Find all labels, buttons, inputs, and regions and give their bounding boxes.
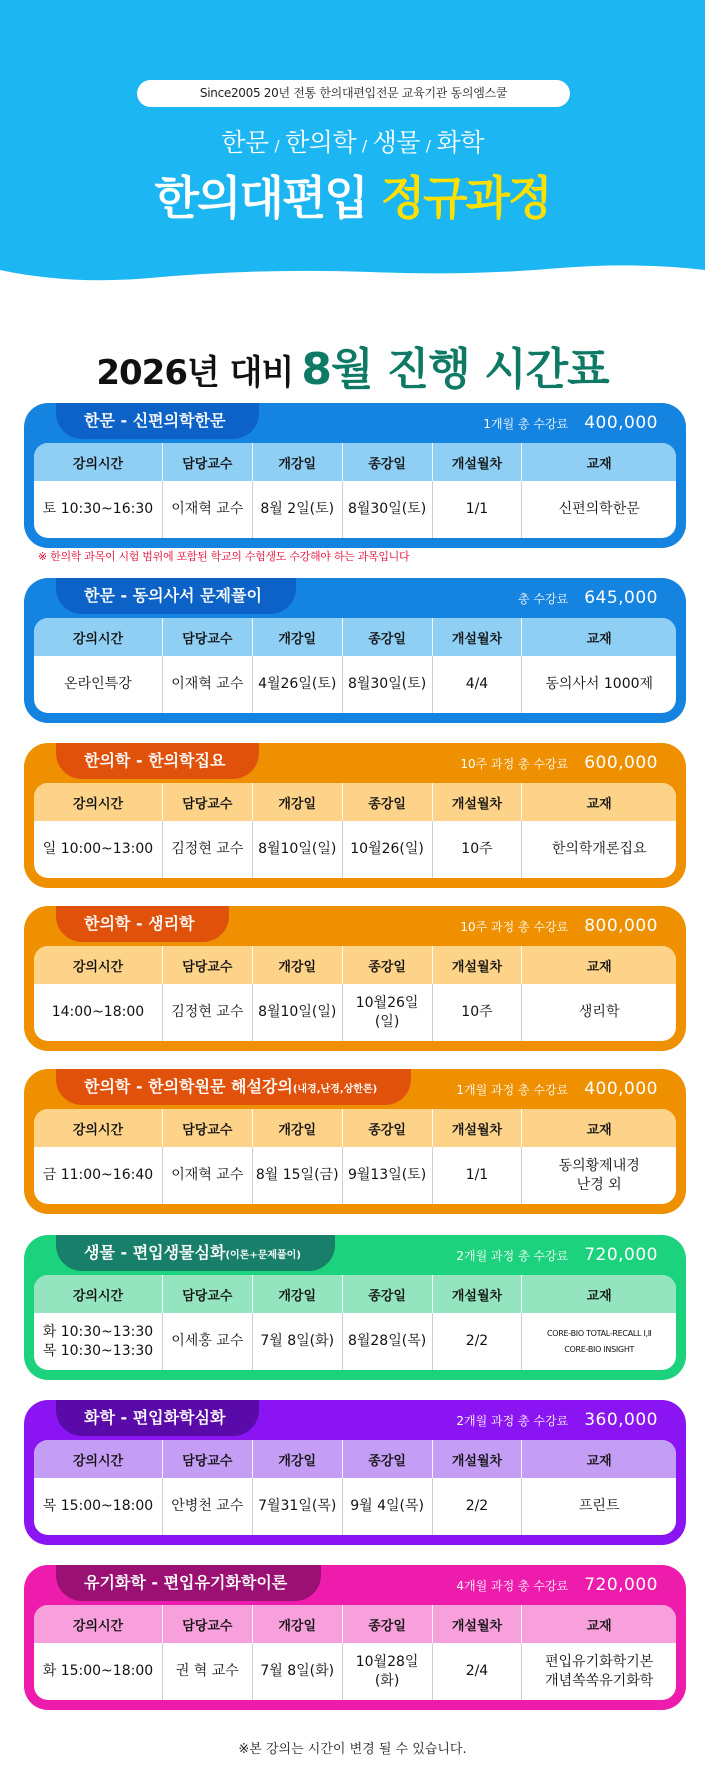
course-note: ※ 한의학 과목이 시험 범위에 포함된 학교의 수험생도 수강해야 하는 과목입니다 <box>38 550 410 563</box>
lecture-time: 화 15:00~18:00 <box>42 1663 154 1680</box>
end-date: 10월26일(일) <box>342 984 432 1041</box>
course-title: 한의학 - 한의학집요 <box>56 743 259 779</box>
column-header: 종강일 <box>342 1440 432 1478</box>
column-header: 교재 <box>522 443 676 481</box>
month-count: 10주 <box>432 821 522 878</box>
textbook-line: 편입유기화학기본 <box>545 1653 654 1670</box>
table-row <box>34 1478 676 1535</box>
course-header <box>34 1235 676 1275</box>
price-label: 총 수강료 <box>518 592 569 606</box>
lecture-time: 일 10:00~13:00 <box>42 841 154 858</box>
course-price <box>518 578 658 618</box>
course-price <box>456 1069 658 1109</box>
course-title: 화학 - 편입화학심화 <box>56 1400 259 1436</box>
textbook: 생리학 <box>522 984 676 1041</box>
column-header: 종강일 <box>342 443 432 481</box>
course-price <box>460 906 658 946</box>
subject-separator: / <box>362 137 367 155</box>
column-header: 개설월차 <box>432 1275 522 1313</box>
column-header: 교재 <box>522 946 676 984</box>
course-header <box>34 1069 676 1109</box>
column-header: 담당교수 <box>162 783 252 821</box>
textbook <box>522 1147 676 1204</box>
lecture-time: 토 10:30~16:30 <box>42 501 154 518</box>
lecture-time: 온라인특강 <box>64 676 132 693</box>
course-header <box>34 743 676 783</box>
column-header: 종강일 <box>342 1109 432 1147</box>
column-header: 담당교수 <box>162 1440 252 1478</box>
start-date: 7월 8일(화) <box>252 1313 342 1370</box>
end-date: 9월13일(토) <box>342 1147 432 1204</box>
subject-item: 생물 <box>372 128 420 157</box>
schedule-table <box>34 618 676 713</box>
table-row <box>34 656 676 713</box>
course-card <box>24 578 686 723</box>
column-header: 강의시간 <box>34 1605 162 1643</box>
schedule-table <box>34 946 676 1041</box>
table-header-row <box>34 1605 676 1643</box>
lecture-time: 목 15:00~18:00 <box>42 1498 154 1515</box>
page-title <box>0 333 705 397</box>
column-header: 개강일 <box>252 1605 342 1643</box>
table-row <box>34 821 676 878</box>
month-count: 1/1 <box>432 481 522 538</box>
start-date: 8월10일(일) <box>252 984 342 1041</box>
course-title: 한문 - 동의사서 문제풀이 <box>56 578 296 614</box>
hero-title <box>0 162 705 228</box>
price-value: 800,000 <box>584 916 658 936</box>
textbook-line: 난경 외 <box>576 1176 622 1193</box>
course-card <box>24 1235 686 1380</box>
table-header-row <box>34 618 676 656</box>
column-header: 담당교수 <box>162 1275 252 1313</box>
end-date: 9월 4일(목) <box>342 1478 432 1535</box>
course-price <box>456 1565 658 1605</box>
column-header: 개강일 <box>252 618 342 656</box>
course-card <box>24 743 686 888</box>
textbook: 신편의학한문 <box>522 481 676 538</box>
professor: 김정현 교수 <box>162 821 252 878</box>
price-label: 1개월 과정 총 수강료 <box>456 1083 569 1097</box>
course-title: 한문 - 신편의학한문 <box>56 403 259 439</box>
column-header: 교재 <box>522 783 676 821</box>
hero-title-highlight: 정규과정 <box>380 171 551 225</box>
column-header: 개강일 <box>252 1275 342 1313</box>
month-count: 1/1 <box>432 1147 522 1204</box>
lecture-time-line: 화 10:30~13:30 <box>42 1323 154 1340</box>
page-title-accent: 8월 진행 시간표 <box>301 344 609 395</box>
course-title-subtext: (이론+문제풀이) <box>225 1250 301 1261</box>
price-value: 360,000 <box>584 1410 658 1430</box>
end-date: 10월28일(화) <box>342 1643 432 1700</box>
lecture-time <box>34 1313 162 1370</box>
column-header: 개설월차 <box>432 1109 522 1147</box>
course-card <box>24 1565 686 1710</box>
column-header: 교재 <box>522 1109 676 1147</box>
course-header <box>34 1565 676 1605</box>
price-label: 1개월 총 수강료 <box>483 417 569 431</box>
month-count: 10주 <box>432 984 522 1041</box>
textbook <box>522 1643 676 1700</box>
textbook-line: 개념쏙쏙유기화학 <box>545 1672 654 1689</box>
table-row <box>34 984 676 1041</box>
textbook-line: 동의황제내경 <box>558 1157 640 1174</box>
start-date: 8월 15일(금) <box>252 1147 342 1204</box>
course-title-main: 한의학 - 한의학원문 해설강의 <box>84 1077 293 1096</box>
price-label: 10주 과정 총 수강료 <box>460 920 569 934</box>
course-price <box>456 1400 658 1440</box>
column-header: 강의시간 <box>34 783 162 821</box>
column-header: 개설월차 <box>432 1440 522 1478</box>
lecture-time: 14:00~18:00 <box>51 1004 145 1021</box>
column-header: 종강일 <box>342 1605 432 1643</box>
column-header: 개설월차 <box>432 443 522 481</box>
subject-item: 화학 <box>436 128 484 157</box>
column-header: 종강일 <box>342 946 432 984</box>
lecture-time-line: 목 10:30~13:30 <box>42 1342 154 1359</box>
textbook-line: CORE-BIO TOTAL-RECALL Ⅰ,Ⅱ <box>547 1329 652 1339</box>
column-header: 강의시간 <box>34 1275 162 1313</box>
course-header <box>34 906 676 946</box>
subject-item: 한문 <box>221 128 269 157</box>
month-count: 4/4 <box>432 656 522 713</box>
price-value: 400,000 <box>584 413 658 433</box>
start-date: 8월10일(일) <box>252 821 342 878</box>
subject-separator: / <box>274 137 280 155</box>
start-date: 7월31일(목) <box>252 1478 342 1535</box>
column-header: 개강일 <box>252 1109 342 1147</box>
course-header <box>34 1400 676 1440</box>
start-date: 4월26일(토) <box>252 656 342 713</box>
month-count: 2/2 <box>432 1313 522 1370</box>
course-card <box>24 906 686 1051</box>
professor: 권 혁 교수 <box>162 1643 252 1700</box>
course-title <box>56 1235 335 1271</box>
table-row <box>34 1313 676 1370</box>
price-label: 2개월 과정 총 수강료 <box>456 1414 569 1428</box>
column-header: 교재 <box>522 1605 676 1643</box>
column-header: 담당교수 <box>162 946 252 984</box>
professor: 이재혁 교수 <box>162 656 252 713</box>
table-row <box>34 1147 676 1204</box>
textbook: 프린트 <box>522 1478 676 1535</box>
column-header: 담당교수 <box>162 1109 252 1147</box>
month-count: 2/4 <box>432 1643 522 1700</box>
schedule-table <box>34 1275 676 1370</box>
column-header: 교재 <box>522 1440 676 1478</box>
course-price <box>460 743 658 783</box>
schedule-table <box>34 783 676 878</box>
textbook: 동의사서 1000제 <box>522 656 676 713</box>
end-date: 8월28일(목) <box>342 1313 432 1370</box>
professor: 이재혁 교수 <box>162 1147 252 1204</box>
end-date: 8월30일(토) <box>342 656 432 713</box>
schedule-table <box>34 443 676 538</box>
table-header-row <box>34 443 676 481</box>
schedule-table <box>34 1605 676 1700</box>
column-header: 개설월차 <box>432 618 522 656</box>
end-date: 10월26(일) <box>342 821 432 878</box>
column-header: 강의시간 <box>34 618 162 656</box>
professor: 이재혁 교수 <box>162 481 252 538</box>
hero-title-main: 한의대편입 <box>154 171 367 225</box>
column-header: 종강일 <box>342 1275 432 1313</box>
textbook: 한의학개론집요 <box>522 821 676 878</box>
page-title-prefix: 2026년 대비 <box>96 353 294 393</box>
start-date: 8월 2일(토) <box>252 481 342 538</box>
course-title <box>56 1069 411 1105</box>
course-title: 한의학 - 생리학 <box>56 906 229 942</box>
course-price <box>483 403 658 443</box>
column-header: 교재 <box>522 618 676 656</box>
column-header: 개강일 <box>252 783 342 821</box>
course-title-subtext: (내경,난경,상한론) <box>292 1084 378 1095</box>
table-header-row <box>34 1275 676 1313</box>
schedule-table <box>34 1109 676 1204</box>
end-date: 8월30일(토) <box>342 481 432 538</box>
course-card <box>24 403 686 548</box>
lecture-time: 금 11:00~16:40 <box>42 1167 154 1184</box>
column-header: 개설월차 <box>432 1605 522 1643</box>
price-value: 720,000 <box>584 1575 658 1595</box>
professor: 김정현 교수 <box>162 984 252 1041</box>
course-card <box>24 1400 686 1545</box>
price-label: 4개월 과정 총 수강료 <box>456 1579 569 1593</box>
start-date: 7월 8일(화) <box>252 1643 342 1700</box>
schedule-table <box>34 1440 676 1535</box>
since-banner: Since2005 20년 전통 한의대편입전문 교육기관 동의엠스쿨 <box>137 80 570 107</box>
professor: 안병천 교수 <box>162 1478 252 1535</box>
month-count: 2/2 <box>432 1478 522 1535</box>
course-header <box>34 403 676 443</box>
column-header: 개강일 <box>252 443 342 481</box>
price-value: 600,000 <box>584 753 658 773</box>
column-header: 담당교수 <box>162 618 252 656</box>
column-header: 담당교수 <box>162 443 252 481</box>
table-header-row <box>34 783 676 821</box>
column-header: 담당교수 <box>162 1605 252 1643</box>
subject-item: 한의학 <box>285 128 357 157</box>
column-header: 강의시간 <box>34 443 162 481</box>
course-card <box>24 1069 686 1214</box>
column-header: 강의시간 <box>34 1109 162 1147</box>
subject-list <box>0 123 705 159</box>
course-price <box>456 1235 658 1275</box>
course-header <box>34 578 676 618</box>
textbook-line: CORE-BIO INSIGHT <box>564 1344 635 1354</box>
footer-note: ※본 강의는 시간이 변경 될 수 있습니다. <box>238 1742 467 1757</box>
column-header: 종강일 <box>342 618 432 656</box>
table-header-row <box>34 1109 676 1147</box>
price-value: 400,000 <box>584 1079 658 1099</box>
column-header: 종강일 <box>342 783 432 821</box>
textbook <box>522 1313 676 1370</box>
column-header: 개강일 <box>252 1440 342 1478</box>
table-row <box>34 1643 676 1700</box>
price-value: 720,000 <box>584 1245 658 1265</box>
course-title: 유기화학 - 편입유기화학이론 <box>56 1565 321 1601</box>
price-label: 2개월 과정 총 수강료 <box>456 1249 569 1263</box>
column-header: 개강일 <box>252 946 342 984</box>
subject-separator: / <box>425 137 431 155</box>
column-header: 강의시간 <box>34 946 162 984</box>
column-header: 강의시간 <box>34 1440 162 1478</box>
hero-banner <box>0 0 705 300</box>
table-header-row <box>34 1440 676 1478</box>
column-header: 개설월차 <box>432 783 522 821</box>
price-label: 10주 과정 총 수강료 <box>460 757 569 771</box>
course-title-main: 생물 - 편입생물심화 <box>84 1243 226 1262</box>
column-header: 개설월차 <box>432 946 522 984</box>
table-row <box>34 481 676 538</box>
column-header: 교재 <box>522 1275 676 1313</box>
price-value: 645,000 <box>584 588 658 608</box>
table-header-row <box>34 946 676 984</box>
professor: 이세홍 교수 <box>162 1313 252 1370</box>
